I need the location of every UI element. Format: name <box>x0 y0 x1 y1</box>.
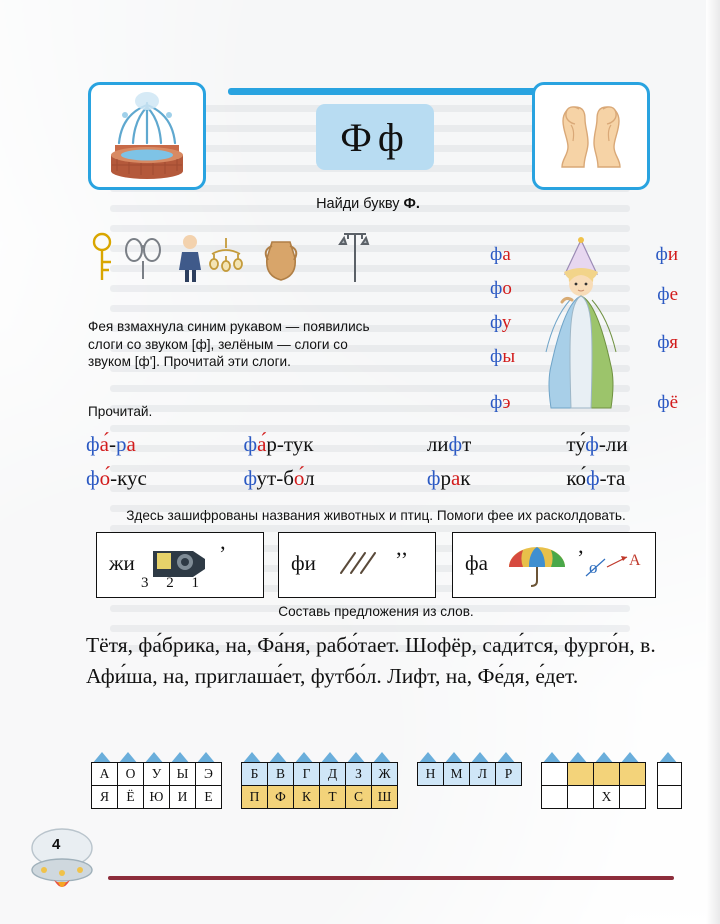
letter-cell <box>568 786 594 809</box>
word-kofta: ко́ф-та <box>566 466 626 490</box>
syllable-right-2: фя <box>657 332 678 353</box>
table-row <box>242 763 398 786</box>
header-row <box>88 82 648 200</box>
letter-cell <box>542 763 568 786</box>
instruction-paragraph: Фея взмахнула синим рукавом — появились слоги со звуком [ф], зелёным — слоги со звуком [ф']. Прочитай эти слоги. <box>88 319 370 370</box>
vowels-table <box>91 762 222 809</box>
letter-tables <box>86 748 682 820</box>
word-lift: лифт <box>426 432 472 456</box>
letter-cell <box>620 786 646 809</box>
letter-cell: Я <box>92 786 118 809</box>
page-edge-shadow <box>706 0 720 924</box>
umbrella-icon <box>503 543 571 587</box>
words-row <box>86 432 666 457</box>
fountain-picture <box>88 82 206 190</box>
table-row <box>542 763 646 786</box>
word-frak: фрак <box>426 466 471 490</box>
fairy-illustration <box>520 236 642 426</box>
make-sentences-instruction: Составь предложения из слов. <box>278 604 474 619</box>
key-icon <box>94 234 111 280</box>
letter-cell: Т <box>320 786 346 809</box>
letter-cell <box>658 763 682 786</box>
svg-text:А: А <box>629 552 641 569</box>
letter-cell <box>542 786 568 809</box>
letter-uppercase: Ф <box>340 114 378 160</box>
table-row <box>658 763 682 786</box>
word-futbol: фут-бо́л <box>243 466 315 490</box>
letter-cell: Ы <box>170 763 196 786</box>
letter-cell: М <box>444 763 470 786</box>
words-row <box>86 466 666 491</box>
letter-cell: С <box>346 786 372 809</box>
table-row <box>658 786 682 809</box>
houses-table <box>541 762 646 809</box>
letter-cell: Л <box>470 763 496 786</box>
decode-box-1 <box>96 532 264 598</box>
find-letter-instruction <box>88 196 648 212</box>
syllable-left-4: фэ <box>490 392 511 413</box>
single-house-table <box>657 762 682 809</box>
syllable-left-3: фы <box>490 346 516 367</box>
object-illustrations <box>86 228 386 290</box>
decode-syllable-3: фа <box>465 551 488 575</box>
letter-cell: Ф <box>268 786 294 809</box>
letter-cell: Б <box>242 763 268 786</box>
footer-rule <box>108 876 674 880</box>
words-grid <box>86 432 666 500</box>
letter-cell: Д <box>320 763 346 786</box>
decode-syllable-2: фи <box>291 551 316 575</box>
letter-lowercase: ф <box>377 114 410 160</box>
decode-box-3 <box>452 532 656 598</box>
table-row <box>92 786 222 809</box>
amphora-icon <box>266 242 297 280</box>
decode-boxes <box>96 532 656 598</box>
letter-cell: А <box>92 763 118 786</box>
syllable-left-0: фа <box>490 244 511 265</box>
letter-card <box>316 104 434 170</box>
letter-cell: З <box>346 763 372 786</box>
letter-cell: Х <box>594 786 620 809</box>
decode-apostrophe-2: ’’ <box>395 547 409 572</box>
letter-cell: Р <box>496 763 522 786</box>
letter-cell: Н <box>418 763 444 786</box>
syllable-right-3: фё <box>657 392 678 413</box>
letter-cell: У <box>144 763 170 786</box>
letter-cell: Ю <box>144 786 170 809</box>
sonorants-table <box>417 762 522 786</box>
syllable-left-2: фу <box>490 312 512 333</box>
letter-cell <box>594 763 620 786</box>
word-fara: фа́-ра <box>86 432 136 456</box>
letter-cell: П <box>242 786 268 809</box>
voiced-voiceless-table <box>241 762 398 809</box>
decode-apostrophe-1: ’ <box>219 541 227 566</box>
svg-text:о: о <box>589 558 598 577</box>
ufo-illustration <box>24 824 100 896</box>
word-fokus: фо́-кус <box>86 466 147 490</box>
word-fartuk: фа́р-тук <box>243 432 314 456</box>
letter-cell: Ш <box>372 786 398 809</box>
find-letter-text: Найди букву <box>316 196 404 212</box>
letter-cell: Е <box>196 786 222 809</box>
person-icon <box>179 235 201 282</box>
decode-box-2 <box>278 532 436 598</box>
syllable-right-0: фи <box>655 244 678 265</box>
street-lamp-icon <box>340 234 368 282</box>
chandelier-icon <box>210 238 242 271</box>
letter-cell: О <box>118 763 144 786</box>
syllable-left-1: фо <box>490 278 512 299</box>
decode-numbers-1: 3 2 1 <box>141 575 206 591</box>
page-number: 4 <box>52 836 61 853</box>
read-label: Прочитай. <box>88 404 153 419</box>
decode-apostrophe-3: ’ <box>577 545 585 570</box>
letter-substitution-icon <box>585 547 653 587</box>
letter-cell: Ж <box>372 763 398 786</box>
letter-cell: И <box>170 786 196 809</box>
letter-cell: Г <box>294 763 320 786</box>
syllable-right-1: фе <box>657 284 678 305</box>
decode-syllable-1: жи <box>109 551 135 575</box>
letter-cell <box>658 786 682 809</box>
hands-picture <box>532 82 650 190</box>
strokes-icon <box>333 547 387 581</box>
letter-cell: Ё <box>118 786 144 809</box>
letter-cell <box>620 763 646 786</box>
letter-cell: Э <box>196 763 222 786</box>
letter-cell: К <box>294 786 320 809</box>
letter-cell: В <box>268 763 294 786</box>
word-tufli: ту́ф-ли <box>566 432 628 456</box>
decode-instruction: Здесь зашифрованы названия животных и птиц. Помоги фее их расколдовать. <box>126 508 626 523</box>
find-letter-bold: Ф. <box>403 196 420 212</box>
table-row <box>542 786 646 809</box>
table-row <box>242 786 398 809</box>
letter-cell <box>568 763 594 786</box>
sentences-text: Тётя, фа́брика, на, Фа́ня, рабо́тает. Шофёр, сади́тся, фурго́н, в. Афи́ша, на, приглаша́ет, футбо́л. Лифт, на, Фе́дя, е́дет. <box>86 633 656 688</box>
glasses-icon <box>126 239 160 279</box>
table-row <box>92 763 222 786</box>
table-row <box>418 763 522 786</box>
